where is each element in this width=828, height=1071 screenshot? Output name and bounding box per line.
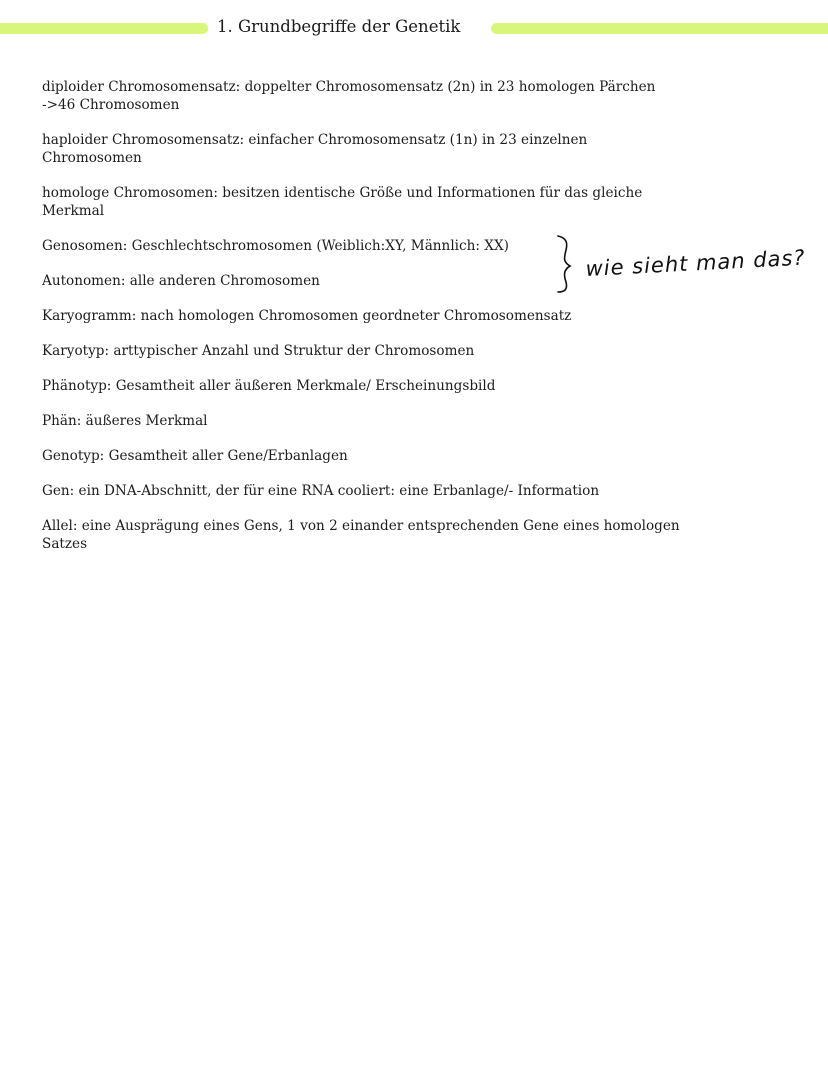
definition-phaen xyxy=(42,412,742,430)
definition-line: Karyotyp: arttypischer Anzahl und Struktur der Chromosomen xyxy=(42,343,475,359)
definition-line: Genotyp: Gesamtheit aller Gene/Erbanlagen xyxy=(42,448,348,464)
definition-line: Genosomen: Geschlechtschromosomen (Weiblich:XY, Männlich: XX) xyxy=(42,238,509,254)
highlight-bar-right xyxy=(491,23,828,34)
definition-line: homologe Chromosomen: besitzen identische Größe und Informationen für das gleiche xyxy=(42,185,643,201)
page-title: 1. Grundbegriffe der Genetik xyxy=(217,17,461,36)
definition-line: Autonomen: alle anderen Chromosomen xyxy=(42,273,320,289)
definition-diploid xyxy=(42,78,742,114)
handwritten-note-text: wie sieht man das? xyxy=(585,245,807,281)
curly-brace-icon xyxy=(558,236,570,292)
definition-allel xyxy=(42,517,742,553)
definition-line: diploider Chromosomensatz: doppelter Chromosomensatz (2n) in 23 homologen Pärchen xyxy=(42,79,656,95)
definition-list xyxy=(42,78,742,570)
definition-line: Allel: eine Ausprägung eines Gens, 1 von 2 einander entsprechenden Gene eines homologen xyxy=(42,518,680,534)
definition-line: Merkmal xyxy=(42,203,105,219)
handwritten-annotation-drawing xyxy=(552,232,828,296)
definition-gen xyxy=(42,482,742,500)
page-header xyxy=(0,14,828,42)
highlight-bar-left xyxy=(0,23,208,34)
definition-homologous xyxy=(42,184,742,220)
definition-line: haploider Chromosomensatz: einfacher Chromosomensatz (1n) in 23 einzelnen xyxy=(42,132,588,148)
definition-line: Karyogramm: nach homologen Chromosomen geordneter Chromosomensatz xyxy=(42,308,572,324)
definition-line: ->46 Chromosomen xyxy=(42,97,180,113)
definition-karyogramm xyxy=(42,307,742,325)
definition-karyotyp xyxy=(42,342,742,360)
definition-haploid xyxy=(42,131,742,167)
definition-line: Gen: ein DNA-Abschnitt, der für eine RNA cooliert: eine Erbanlage/- Information xyxy=(42,483,600,499)
definition-line: Satzes xyxy=(42,536,88,552)
definition-line: Phänotyp: Gesamtheit aller äußeren Merkmale/ Erscheinungsbild xyxy=(42,378,496,394)
definition-phaenotyp xyxy=(42,377,742,395)
handwritten-note xyxy=(552,232,828,296)
definition-genotyp xyxy=(42,447,742,465)
definition-line: Chromosomen xyxy=(42,150,142,166)
definition-line: Phän: äußeres Merkmal xyxy=(42,413,208,429)
